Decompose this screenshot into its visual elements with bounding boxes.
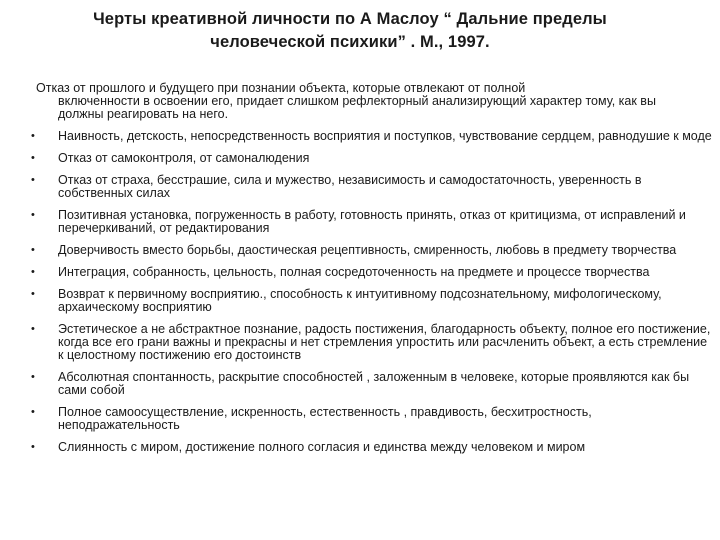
bullet-icon: • (31, 441, 35, 453)
bullet-icon: • (31, 323, 35, 335)
list-item (26, 130, 716, 143)
list-item-text: Отказ от самоконтроля, от самоналюдения (58, 151, 310, 165)
bullet-icon: • (31, 209, 35, 221)
bullet-icon: • (31, 244, 35, 256)
list-item-text: Эстетическое а не абстрактное познание, радость постижения, благодарность объекту, полное его постижение, когда все его грани важны и прекрасны и нет стремления упростить или расчленить объект, а есть стремление к целостному постижению его достоинств (58, 322, 711, 362)
list-item-text: Слиянность с миром, достижение полного согласия и единства между человеком и миром (58, 440, 586, 454)
list-item (26, 441, 716, 454)
bullet-icon: • (31, 152, 35, 164)
list-item-text: Доверчивость вместо борьбы, даостическая рецептивность, смиренность, любовь в предмету творчества (58, 243, 677, 257)
intro-continuation: включенности в освоении его, придает слишком рефлекторный анализирующий характер тому, как вы должны реагировать на него. (58, 94, 656, 121)
slide-title-line-1: Черты креативной личности по А Маслоу “ Дальние пределы (93, 10, 607, 28)
bullet-icon: • (31, 371, 35, 383)
list-item (26, 266, 716, 279)
list-item-text: Наивность, детскость, непосредственность восприятия и поступков, чувствование сердцем, равнодушие к моде (58, 129, 712, 143)
intro-first-line: Отказ от прошлого и будущего при познании объекта, которые отвлекают от полной (36, 81, 526, 95)
list-item-text: Интеграция, собранность, цельность, полная сосредоточенность на предмете и процессе творчества (58, 265, 650, 279)
traits-list (26, 130, 716, 463)
list-item (26, 174, 716, 200)
bullet-icon: • (31, 266, 35, 278)
bullet-icon: • (31, 406, 35, 418)
list-item-text: Полное самоосуществление, искренность, естественность , правдивость, бесхитростность, неподражательность (58, 405, 592, 432)
bullet-icon: • (31, 174, 35, 186)
intro-paragraph (36, 82, 696, 121)
list-item-text: Отказ от страха, бесстрашие, сила и мужество, независимость и самодостаточность, уверенность в собственных силах (58, 173, 642, 200)
slide-title-line-2: человеческой психики” . М., 1997. (210, 33, 490, 51)
list-item (26, 323, 716, 362)
list-item (26, 152, 716, 165)
bullet-icon: • (31, 130, 35, 142)
list-item-text: Абсолютная спонтанность, раскрытие способностей , заложенным в человеке, которые проявляются как бы сами собой (58, 370, 690, 397)
list-item-text: Возврат к первичному восприятию., способность к интуитивному подсознательному, мифологическому, архаическому восприятию (58, 287, 662, 314)
list-item (26, 406, 716, 432)
list-item (26, 244, 716, 257)
list-item (26, 209, 716, 235)
slide-title (40, 8, 660, 54)
list-item (26, 371, 716, 397)
bullet-icon: • (31, 288, 35, 300)
list-item (26, 288, 716, 314)
list-item-text: Позитивная установка, погруженность в работу, готовность принять, отказ от критицизма, от исправлений и перечеркиваний, от редактирования (58, 208, 686, 235)
